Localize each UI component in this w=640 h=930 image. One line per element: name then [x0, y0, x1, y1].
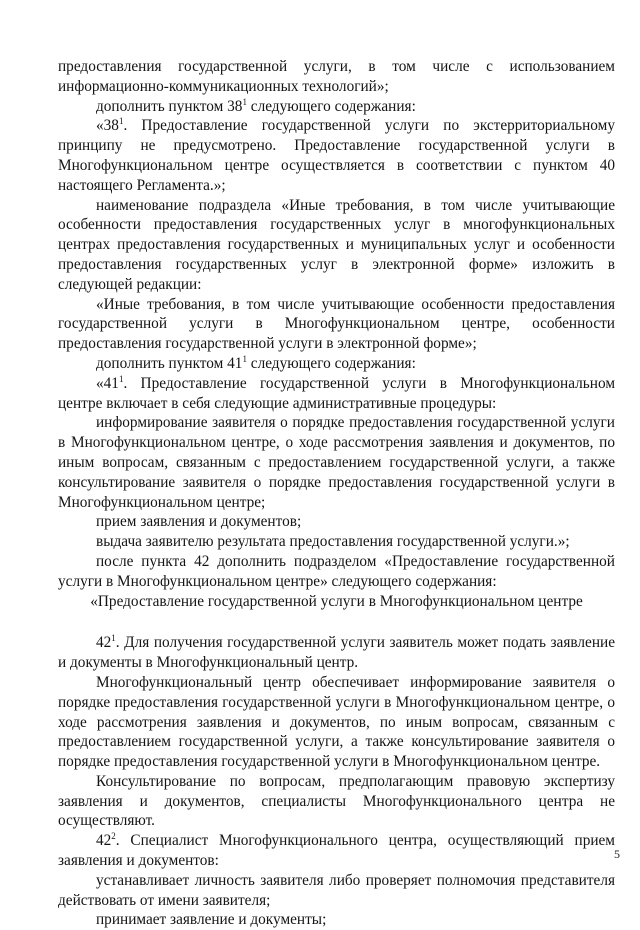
paragraph-text: дополнить пунктом 38	[96, 97, 243, 115]
paragraph-text: дополнить пунктом 41	[96, 354, 243, 372]
paragraph-text: следующего содержания:	[246, 354, 416, 372]
paragraph: после пункта 42 дополнить подразделом «Предоставление государственной услуги в Многофункциональном центре» следующего содержания:	[58, 552, 615, 590]
paragraph: наименование подраздела «Иные требования, в том числе учитывающие особенности предоставления государственных услуг в многофункциональных центрах предоставления государственных и муниципальных услуг и особенности предоставления государственных услуг в электронной форме» изложить в следующей редакции:	[58, 196, 615, 293]
paragraph: предоставления государственной услуги, в том числе с использованием информационно-коммуникационных технологий»;	[58, 58, 615, 95]
paragraph	[58, 633, 615, 673]
page-number: 5	[614, 847, 620, 861]
paragraph: Многофункциональный центр обеспечивает информирование заявителя о порядке предоставления государственной услуги в Многофункциональном центре, о ходе рассмотрения заявления и документов, по иным вопросам, связанным с предоставлением государственной услуги, а также консультирование заявителя о порядке предоставления государственной услуги в Многофункциональном центре.	[58, 673, 615, 771]
paragraph	[58, 97, 615, 117]
subsection-heading: «Предоставление государственной услуги в Многофункциональном центре	[90, 592, 583, 610]
paragraph-text: «38	[96, 117, 119, 135]
paragraph-text: 42	[96, 832, 112, 850]
paragraph: информирование заявителя о порядке предоставления государственной услуги в Многофункциональном центре, о ходе рассмотрения заявления и документов, по иным вопросам, связанным с предоставлением государственной услуги, а также консультирование заявителя о порядке предоставления государственной услуги в Многофункциональном центре;	[58, 414, 615, 511]
document-body	[58, 57, 615, 930]
paragraph-text: «41	[96, 374, 119, 392]
paragraph-text: . Предоставление государственной услуги в Многофункциональном центре включает в себя следующие административные процедуры:	[58, 374, 615, 412]
paragraph	[58, 116, 615, 195]
paragraph-text: . Предоставление государственной услуги по экстерриториальному принципу не предусмотрено. Предоставление государственной услуги в Многофункциональном центре осуществляется в соответствии с пунктом 40 настоящего Регламента.»;	[58, 117, 615, 194]
paragraph: выдача заявителю результата предоставления государственной услуги.»;	[96, 533, 570, 551]
paragraph-text: 42	[96, 634, 112, 652]
paragraph	[58, 354, 615, 374]
paragraph	[58, 831, 615, 871]
paragraph: принимает заявление и документы;	[96, 911, 327, 929]
superscript: 2	[111, 831, 116, 842]
paragraph	[58, 374, 615, 414]
paragraph-text: следующего содержания:	[246, 97, 416, 115]
paragraph-text: . Специалист Многофункционального центра, осуществляющий прием заявления и документов:	[58, 832, 615, 870]
superscript: 1	[242, 96, 247, 107]
paragraph: «Иные требования, в том числе учитывающие особенности предоставления государственной услуги в Многофункциональном центре, особенности предоставления государственной услуги в электронной форме»;	[58, 295, 615, 353]
paragraph: прием заявления и документов;	[96, 513, 302, 531]
paragraph: Консультирование по вопросам, предполагающим правовую экспертизу заявления и документов, специалисты Многофункционального центра не осуществляют.	[58, 772, 615, 830]
superscript: 1	[111, 633, 116, 644]
superscript: 1	[118, 373, 124, 384]
paragraph: устанавливает личность заявителя либо проверяет полномочия представителя действовать от имени заявителя;	[58, 871, 615, 909]
superscript: 1	[118, 116, 124, 127]
superscript: 1	[242, 353, 247, 364]
paragraph-text: . Для получения государственной услуги заявитель может подать заявление и документы в Многофункциональный центр.	[58, 634, 615, 672]
